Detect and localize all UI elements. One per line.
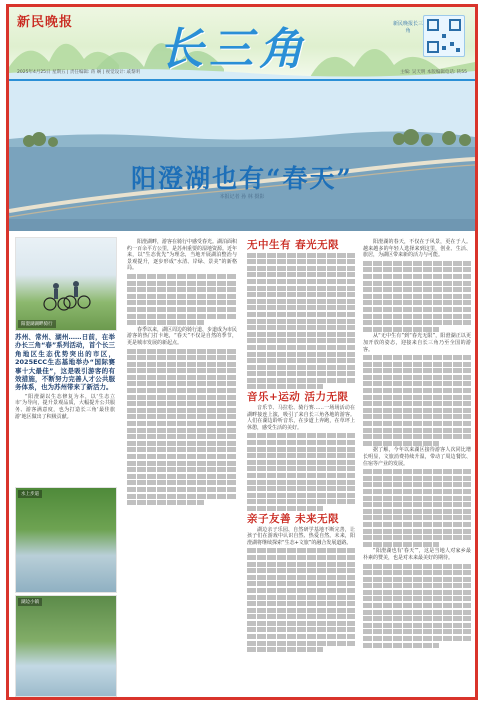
section-subhead: 亲子友善 未来无限 [247, 512, 340, 525]
section-subhead: 无中生有 春光无限 [247, 239, 340, 251]
body-paragraph: 从“无中生有”到“春光无限”，阳澄湖正以更加开放的姿态，迎接来自长三角乃至全国的游客。 [363, 333, 471, 353]
body-paragraph: 阳澄湖畔，游客在骑行中感受春光。湖泊面积约一百余平方公里，是苏州重要的湿地资源。近年来，以“生态优先”为理念，当地开展湖泊整治与景观提升，逐步形成“水清、岸绿、景美”的新格局。 [127, 239, 238, 272]
column-4-text [363, 239, 471, 649]
column-3-text [247, 237, 355, 654]
qr-code-icon[interactable] [423, 15, 465, 57]
editor-info: 主编: 吴天明 本版编辑电话: 转55 [399, 70, 467, 75]
qr-label: 新民晚报长三角 [392, 21, 423, 34]
boardwalk-photo [15, 487, 117, 593]
section-title: 长三角 [159, 24, 309, 75]
body-paragraph: “阳澄湖以生态修复为本，以‘生态立市’为导向，提升景观品质，大幅提升公共服务、游客满意度，也为打造长三角‘最佳旅游’地区做出了积极贡献。 [15, 393, 115, 420]
column-2-text [127, 239, 237, 507]
body-paragraph: 音乐节、马拉松、骑行赛……一场场活动在湖畔接连上演，吸引了来自长三角各地的游客。人们在湖边聆听音乐，在步道上奔跑，在草坪上休憩，感受生活的美好。 [247, 405, 355, 431]
newspaper-page [6, 4, 478, 700]
photo-caption: 水上步道 [18, 490, 42, 498]
hero-photo [9, 81, 475, 231]
article-headline: 阳澄湖也有“春天” [131, 164, 353, 193]
lead-paragraph: 苏州、常州、湖州……日前，在举办长三角“春”系列活动，首个长三角地区生态优势突出的市区，2025ECC生态基地举办“国际赛事十大最佳”，这是吸引游客的有效措施，不断努力完善人才公共服务体系，也为苏州带来了新活力。 [15, 333, 115, 392]
body-paragraph: 据了解，今年以来湖区接待游客人次同比增长明显，文旅消费持续升温，带动了周边餐饮、住宿等产业的发展。 [363, 447, 471, 467]
body-paragraph: 阳澄湖的春天，不仅在于风景，更在于人。越来越多的年轻人选择来到这里，创业、生活、旅居，为湖区带来新的活力与可能。 [363, 239, 471, 259]
issue-info: 2025年4月25日 星期五 | 责任编辑: 蒋 娴 | 视觉设计: 戚黎明 [17, 70, 141, 75]
photo-caption: 阳澄湖湖畔骑行 [18, 320, 56, 328]
photo-caption: 湖边小镇 [18, 598, 42, 606]
lake-boardwalk-illustration [9, 81, 475, 231]
article-byline: 本报记者 孙 林 摄影 [219, 194, 265, 200]
cycling-photo [15, 237, 117, 331]
masthead-banner [9, 7, 475, 79]
newspaper-logo: 新民晚报 [17, 15, 74, 30]
body-paragraph: 春季以来，湖区周边的骑行道、步道成为市民游客的热门打卡地，“春天”不仅是自然的季节，更是城市发展的新起点。 [127, 326, 238, 346]
lakeside-photo [15, 595, 117, 697]
body-paragraph: “阳澄湖也有‘春天’”，这是当地人对家乡最朴素的赞美，也是对未来最美好的期待。 [363, 548, 471, 561]
section-subhead: 音乐+运动 活力无限 [247, 391, 349, 404]
body-paragraph: 湖边亲子乐园、自然研学基地不断完善，让孩子们在游戏中认识自然、热爱自然。未来，阳澄湖将继续探索“生态+文旅”的融合发展道路。 [247, 526, 355, 546]
column-1-text [15, 333, 115, 422]
